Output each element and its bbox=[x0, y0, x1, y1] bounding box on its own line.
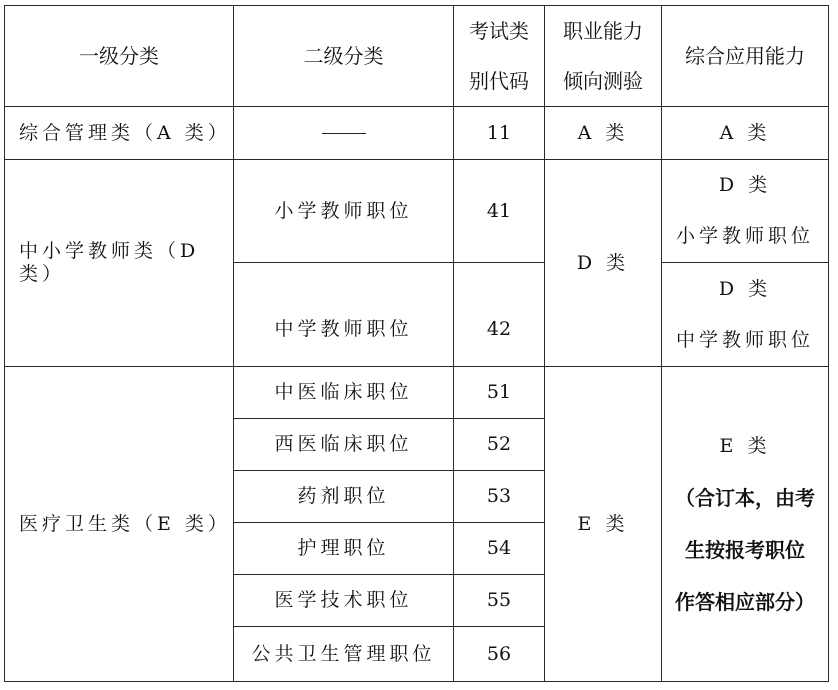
header-code-line2: 别代码 bbox=[469, 69, 529, 93]
subcategory-empty bbox=[234, 107, 454, 160]
subcategory-cell: 中医临床职位 bbox=[234, 367, 454, 419]
code-cell: 51 bbox=[454, 367, 545, 419]
subcategory-cell: 护理职位 bbox=[234, 523, 454, 575]
applied-line1: E 类 bbox=[719, 434, 771, 457]
applied-cell: A 类 bbox=[662, 107, 829, 160]
code-cell: 42 bbox=[454, 263, 545, 367]
applied-line3: 生按报考职位 bbox=[685, 537, 805, 562]
code-cell: 55 bbox=[454, 575, 545, 627]
code-cell: 41 bbox=[454, 160, 545, 263]
category-e: 医疗卫生类（E 类） bbox=[5, 367, 234, 682]
table-row bbox=[5, 160, 829, 263]
header-aptitude bbox=[545, 6, 662, 107]
category-a: 综合管理类（A 类） bbox=[5, 107, 234, 160]
subcategory-cell: 中学教师职位 bbox=[234, 263, 454, 367]
header-row bbox=[5, 6, 829, 107]
code-cell: 53 bbox=[454, 471, 545, 523]
applied-line2: 小学教师职位 bbox=[675, 225, 814, 247]
applied-cell bbox=[662, 160, 829, 263]
header-level2: 二级分类 bbox=[234, 6, 454, 107]
dash-mark bbox=[322, 133, 366, 134]
code-cell: 56 bbox=[454, 627, 545, 682]
header-aptitude-line2: 倾向测验 bbox=[563, 69, 643, 93]
applied-line1: D 类 bbox=[718, 277, 772, 300]
subcategory-cell: 西医临床职位 bbox=[234, 419, 454, 471]
header-code-line1: 考试类 bbox=[469, 19, 529, 43]
category-d: 中小学教师类（D 类） bbox=[5, 160, 234, 367]
exam-category-table bbox=[4, 5, 829, 682]
header-applied: 综合应用能力 bbox=[662, 6, 829, 107]
applied-line1: D 类 bbox=[718, 174, 772, 196]
subcategory-cell: 医学技术职位 bbox=[234, 575, 454, 627]
header-aptitude-line1: 职业能力 bbox=[563, 19, 643, 43]
subcategory-cell: 小学教师职位 bbox=[234, 160, 454, 263]
header-level1: 一级分类 bbox=[5, 6, 234, 107]
aptitude-cell: E 类 bbox=[545, 367, 662, 682]
applied-cell bbox=[662, 367, 829, 682]
applied-line2: 中学教师职位 bbox=[675, 328, 814, 351]
table-row bbox=[5, 107, 829, 160]
aptitude-cell: A 类 bbox=[545, 107, 662, 160]
applied-cell bbox=[662, 263, 829, 367]
code-cell: 54 bbox=[454, 523, 545, 575]
subcategory-cell: 公共卫生管理职位 bbox=[234, 627, 454, 682]
header-code bbox=[454, 6, 545, 107]
applied-line4: 作答相应部分） bbox=[675, 589, 815, 614]
aptitude-cell: D 类 bbox=[545, 160, 662, 367]
subcategory-cell: 药剂职位 bbox=[234, 471, 454, 523]
code-cell: 11 bbox=[454, 107, 545, 160]
code-cell: 52 bbox=[454, 419, 545, 471]
applied-line2: （合订本，由考 bbox=[675, 485, 815, 510]
table-row bbox=[5, 367, 829, 419]
